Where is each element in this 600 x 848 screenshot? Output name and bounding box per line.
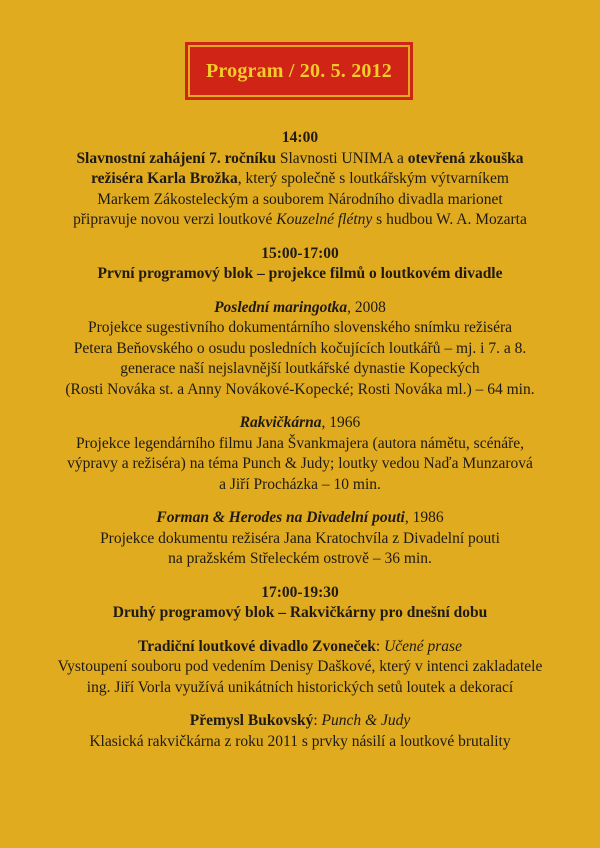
opening-section	[0, 128, 600, 231]
film-3-line-1: Projekce dokumentu režiséra Jana Kratochvíla z Divadelní pouti	[100, 529, 500, 547]
first-block-title: První programový blok – projekce filmů o loutkovém divadle	[97, 265, 503, 282]
film-1-line-1: Projekce sugestivního dokumentárního slovenského snímku režiséra	[87, 319, 512, 336]
second-block-time: 17:00-19:30	[261, 583, 339, 601]
film-3-heading: Forman & Herodes na Divadelní pouti, 1986	[156, 509, 444, 526]
film-forman-herodes	[0, 508, 600, 570]
second-block-section	[0, 583, 600, 624]
film-rakvickarna	[0, 413, 600, 495]
performance-1-heading: Tradiční loutkové divadlo Zvoneček: Učené prase	[138, 637, 462, 655]
opening-line-4: připravuje novou verzi loutkové Kouzelné flétny s hudbou W. A. Mozarta	[73, 211, 527, 228]
performance-2-heading: Přemysl Bukovský: Punch & Judy	[189, 712, 411, 729]
film-2-line-2: výpravy a režiséra) na téma Punch & Judy; loutky vedou Naďa Munzarová	[67, 455, 533, 472]
program-date-badge	[188, 45, 410, 97]
film-posledni-maringotka	[0, 298, 600, 401]
film-1-line-3: generace naší nejslavnější loutkářské dynastie Kopeckých	[120, 360, 480, 377]
performance-zvonecek	[0, 637, 600, 699]
opening-line-1: Slavnostní zahájení 7. ročníku Slavnosti UNIMA a otevřená zkouška	[76, 149, 524, 167]
performance-1-line-1: Vystoupení souboru pod vedením Denisy Daškové, který v intenci zakladatele	[57, 658, 543, 675]
film-1-heading: Poslední maringotka, 2008	[214, 298, 386, 316]
first-block-section	[0, 244, 600, 285]
film-1-line-2: Petera Beňovského o osudu posledních kočujících loutkářů – mj. i 7. a 8.	[73, 339, 527, 357]
performance-bukovsky	[0, 711, 600, 752]
film-2-line-1: Projekce legendárního filmu Jana Švankmajera (autora námětu, scénáře,	[75, 434, 525, 452]
second-block-title: Druhý programový blok – Rakvičkárny pro dnešní dobu	[112, 604, 488, 621]
opening-time: 14:00	[281, 129, 319, 146]
first-block-time: 15:00-17:00	[261, 244, 339, 262]
opening-line-3: Markem Zákosteleckým a souborem Národního divadla marionet	[97, 190, 503, 208]
performance-1-line-2: ing. Jiří Vorla využívá unikátních historických setů loutek a dekorací	[86, 678, 514, 696]
film-2-line-3: a Jiří Procházka – 10 min.	[219, 475, 381, 493]
program-title: Program / 20. 5. 2012	[205, 59, 393, 82]
performance-2-line-1: Klasická rakvičkárna z roku 2011 s prvky násilí a loutkové brutality	[89, 732, 511, 750]
film-2-heading: Rakvičkárna, 1966	[239, 414, 361, 431]
program-content	[0, 128, 600, 752]
opening-line-2: režiséra Karla Brožka, který společně s loutkářským výtvarníkem	[91, 170, 509, 187]
film-1-line-4: (Rosti Nováka st. a Anny Novákové-Kopecké; Rosti Nováka ml.) – 64 min.	[65, 380, 535, 398]
film-3-line-2: na pražském Střeleckém ostrově – 36 min.	[168, 550, 432, 567]
